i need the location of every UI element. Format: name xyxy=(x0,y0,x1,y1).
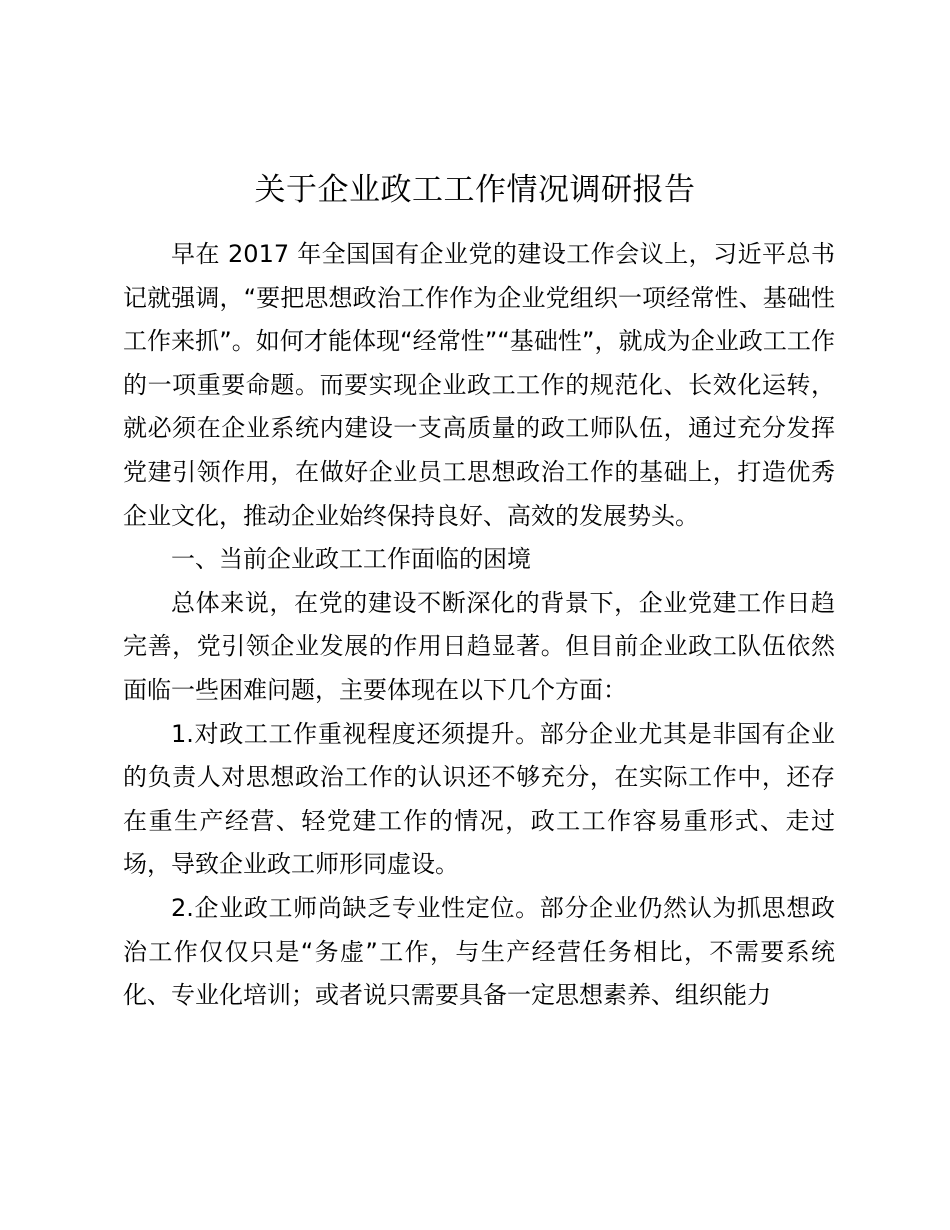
paragraph-point-1: 1.对政工工作重视程度还须提升。部分企业尤其是非国有企业的负责人对思想政治工作的认识还不够充分，在实际工作中，还存在重生产经营、轻党建工作的情况，政工工作容易重形式、走过场，导致企业政工师形同虚设。 xyxy=(123,719,835,879)
document-title: 关于企业政工工作情况调研报告 xyxy=(254,172,696,208)
section-heading-1: 一、当前企业政工工作面临的困境 xyxy=(171,545,531,574)
document-body xyxy=(123,233,835,1018)
paragraph-point-2: 2.企业政工师尚缺乏专业性定位。部分企业仍然认为抓思想政治工作仅仅只是“务虚”工作，与生产经营任务相比，不需要系统化、专业化培训；或者说只需要具备一定思想素养、组织能力 xyxy=(123,893,835,1010)
paragraph-intro: 早在 2017 年全国国有企业党的建设工作会议上，习近平总书记就强调，“要把思想政治工作作为企业党组织一项经常性、基础性工作来抓”。如何才能体现“经常性”“基础性”，就成为企业政工工作的一项重要命题。而要实现企业政工工作的规范化、长效化运转，就必须在企业系统内建设一支高质量的政工师队伍，通过充分发挥党建引领作用，在做好企业员工思想政治工作的基础上，打造优秀企业文化，推动企业始终保持良好、高效的发展势头。 xyxy=(123,240,835,530)
paragraph-overview: 总体来说，在党的建设不断深化的背景下，企业党建工作日趋完善，党引领企业发展的作用日趋显著。但目前企业政工队伍依然面临一些困难问题，主要体现在以下几个方面： xyxy=(123,588,835,704)
